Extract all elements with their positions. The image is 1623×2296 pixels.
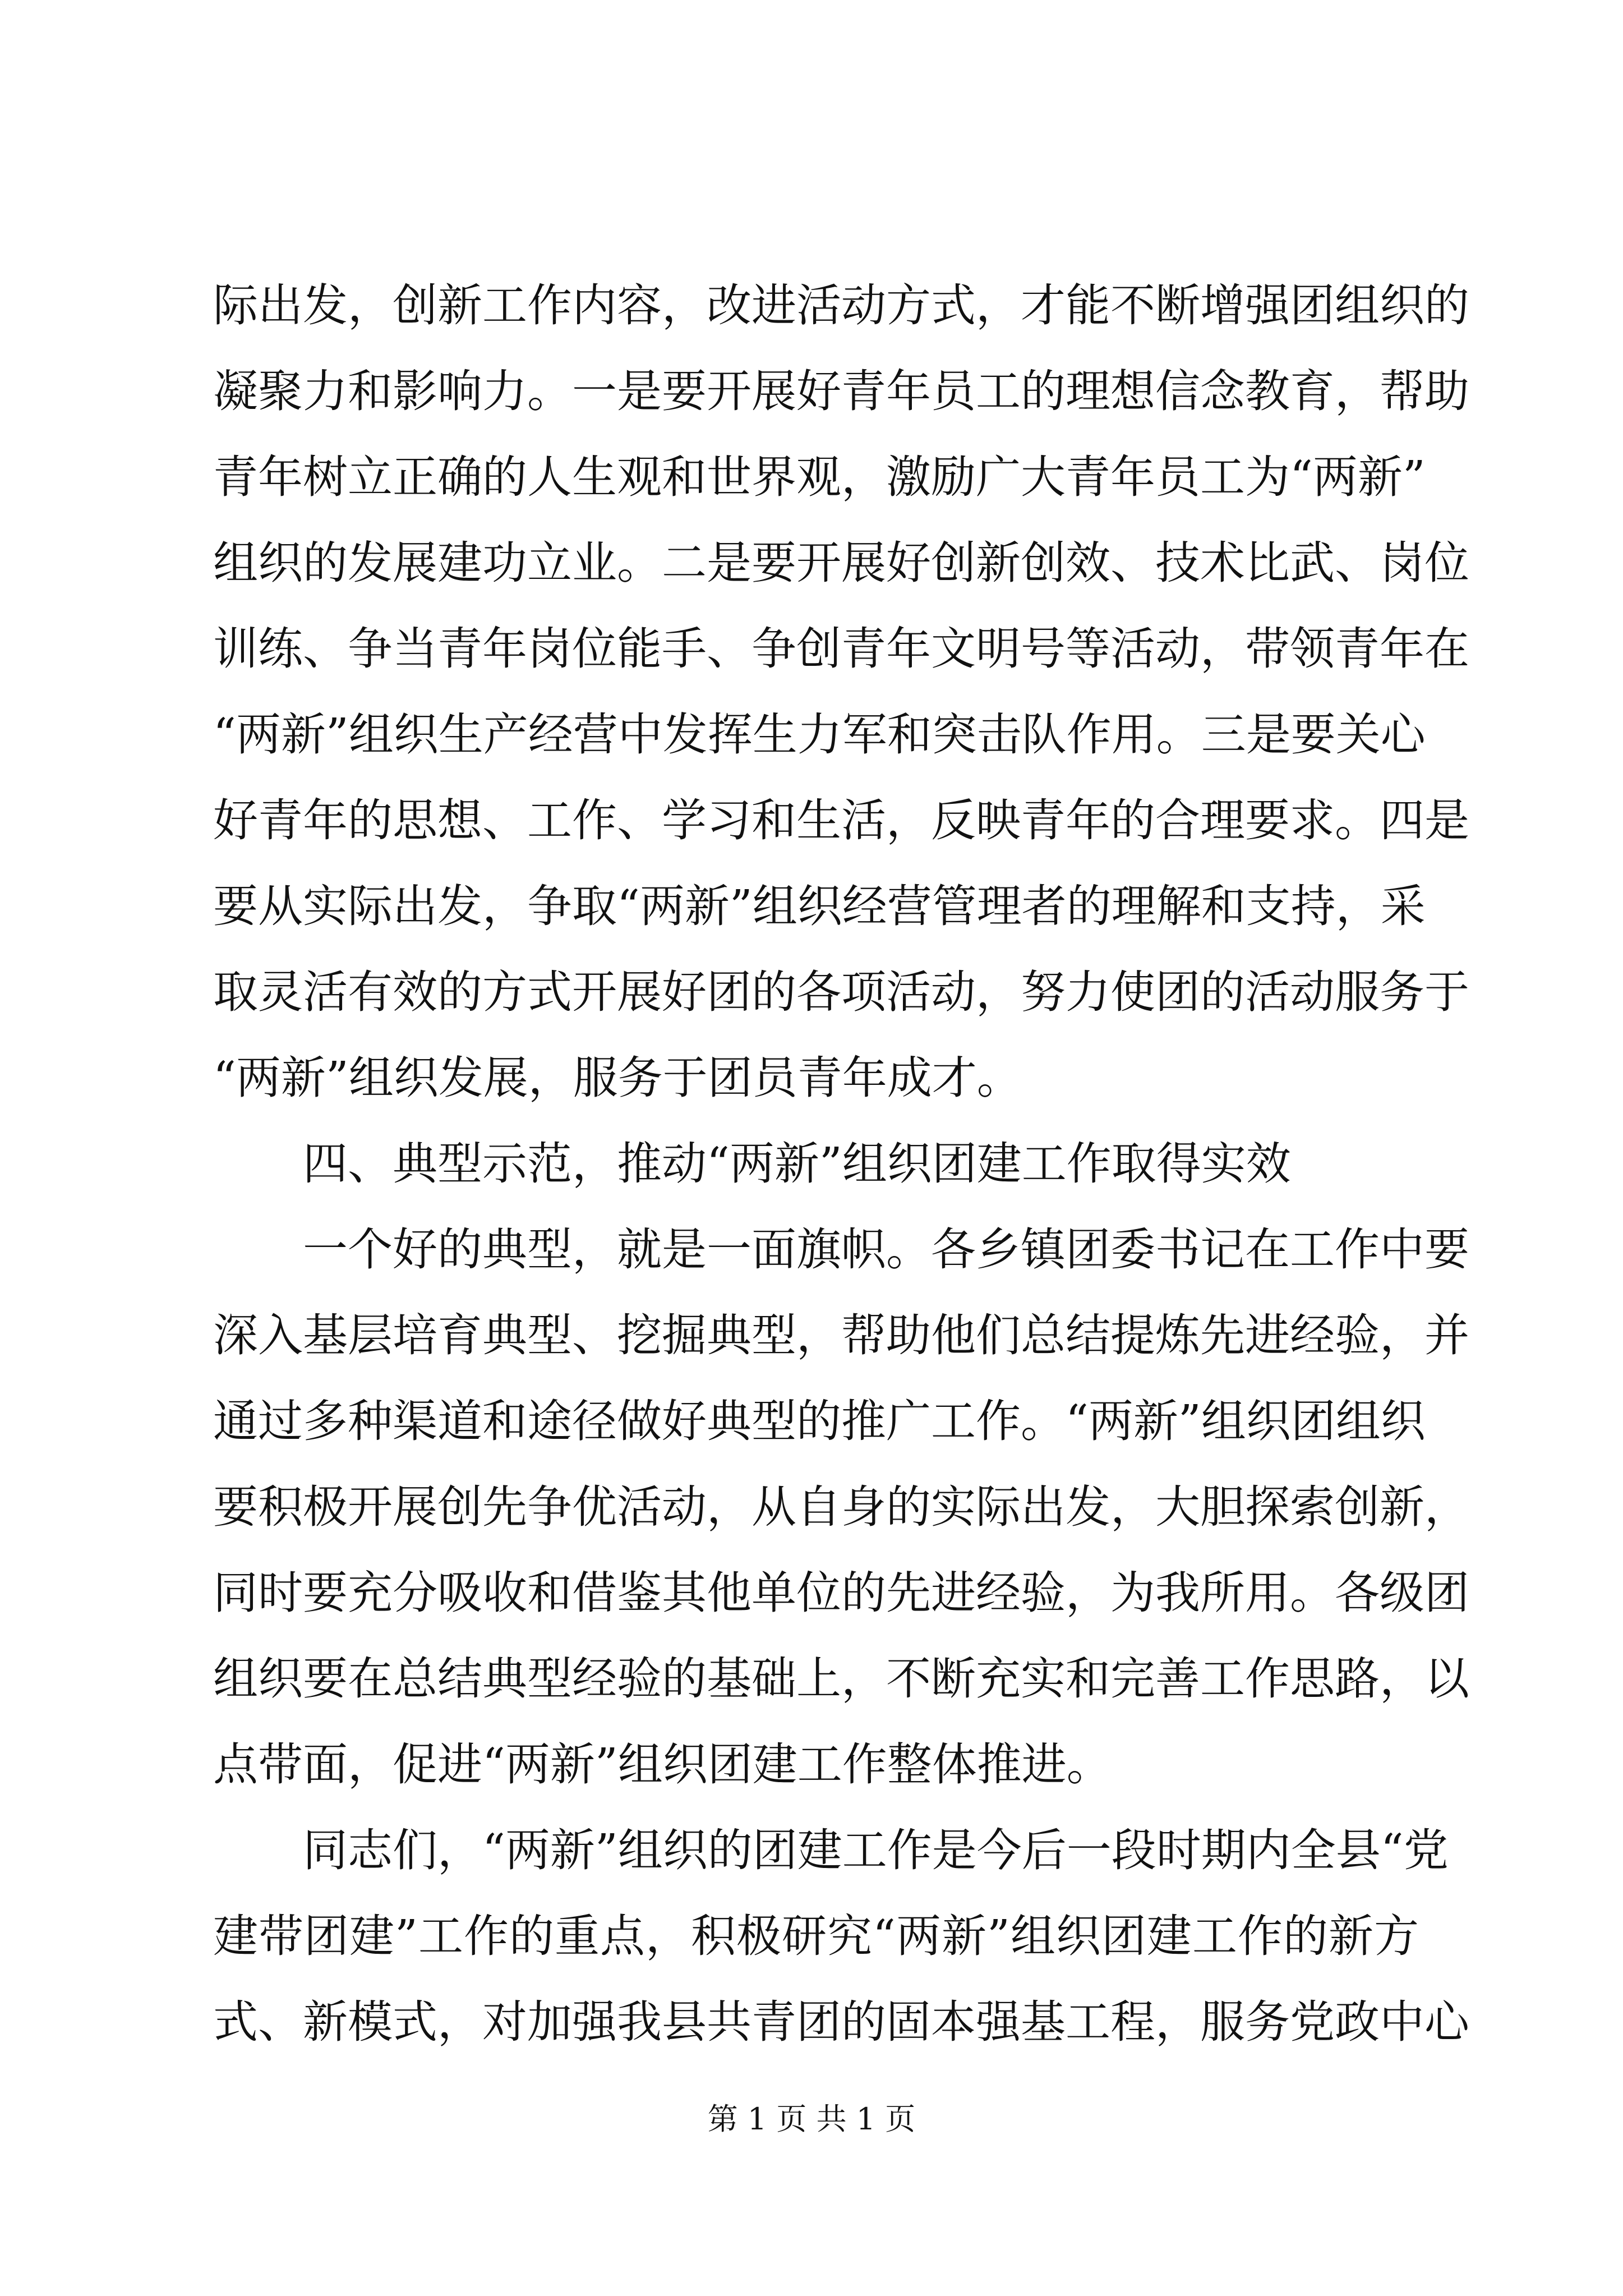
text-line: 组织要在总结典型经验的基础上，不断充实和完善工作思路，以 bbox=[213, 1653, 1469, 1705]
text-line: “两新”组织生产经营中发挥生力军和突击队作用。三是要关心 bbox=[213, 708, 1426, 761]
text-line: 一个好的典型，就是一面旗帜。各乡镇团委书记在工作中要 bbox=[303, 1223, 1469, 1276]
text-line: 青年树立正确的人生观和世界观，激励广大青年员工为“两新” bbox=[213, 451, 1426, 503]
text-line: 要从实际出发，争取“两新”组织经营管理者的理解和支持，采 bbox=[213, 880, 1426, 932]
text-line: 四、典型示范，推动“两新”组织团建工作取得实效 bbox=[303, 1138, 1291, 1190]
text-line: 好青年的思想、工作、学习和生活，反映青年的合理要求。四是 bbox=[213, 794, 1469, 846]
text-line: 训练、争当青年岗位能手、争创青年文明号等活动，带领青年在 bbox=[213, 623, 1469, 675]
text-line: 深入基层培育典型、挖掘典型，帮助他们总结提炼先进经验，并 bbox=[213, 1309, 1469, 1361]
text-line: 凝聚力和影响力。一是要开展好青年员工的理想信念教育，帮助 bbox=[213, 365, 1469, 417]
text-line: 点带面，促进“两新”组织团建工作整体推进。 bbox=[213, 1738, 1112, 1791]
text-line: 同时要充分吸收和借鉴其他单位的先进经验，为我所用。各级团 bbox=[213, 1567, 1469, 1619]
text-line: 际出发，创新工作内容，改进活动方式，才能不断增强团组织的 bbox=[213, 279, 1469, 332]
text-line: 取灵活有效的方式开展好团的各项活动，努力使团的活动服务于 bbox=[213, 966, 1469, 1018]
body-text bbox=[213, 279, 1469, 2086]
text-line: 组织的发展建功立业。二是要开展好创新创效、技术比武、岗位 bbox=[213, 537, 1469, 589]
page-footer: 第 1 页 共 1 页 bbox=[707, 2101, 916, 2137]
text-line: “两新”组织发展，服务于团员青年成才。 bbox=[213, 1052, 1022, 1104]
text-line: 同志们，“两新”组织的团建工作是今后一段时期内全县“党 bbox=[303, 1824, 1449, 1876]
text-line: 通过多种渠道和途径做好典型的推广工作。“两新”组织团组织 bbox=[213, 1395, 1426, 1447]
text-line: 要积极开展创先争优活动，从自身的实际出发，大胆探索创新， bbox=[213, 1481, 1469, 1533]
text-line: 建带团建”工作的重点，积极研究“两新”组织团建工作的新方 bbox=[213, 1910, 1419, 1962]
text-line: 式、新模式，对加强我县共青团的固本强基工程，服务党政中心 bbox=[213, 1996, 1469, 2048]
